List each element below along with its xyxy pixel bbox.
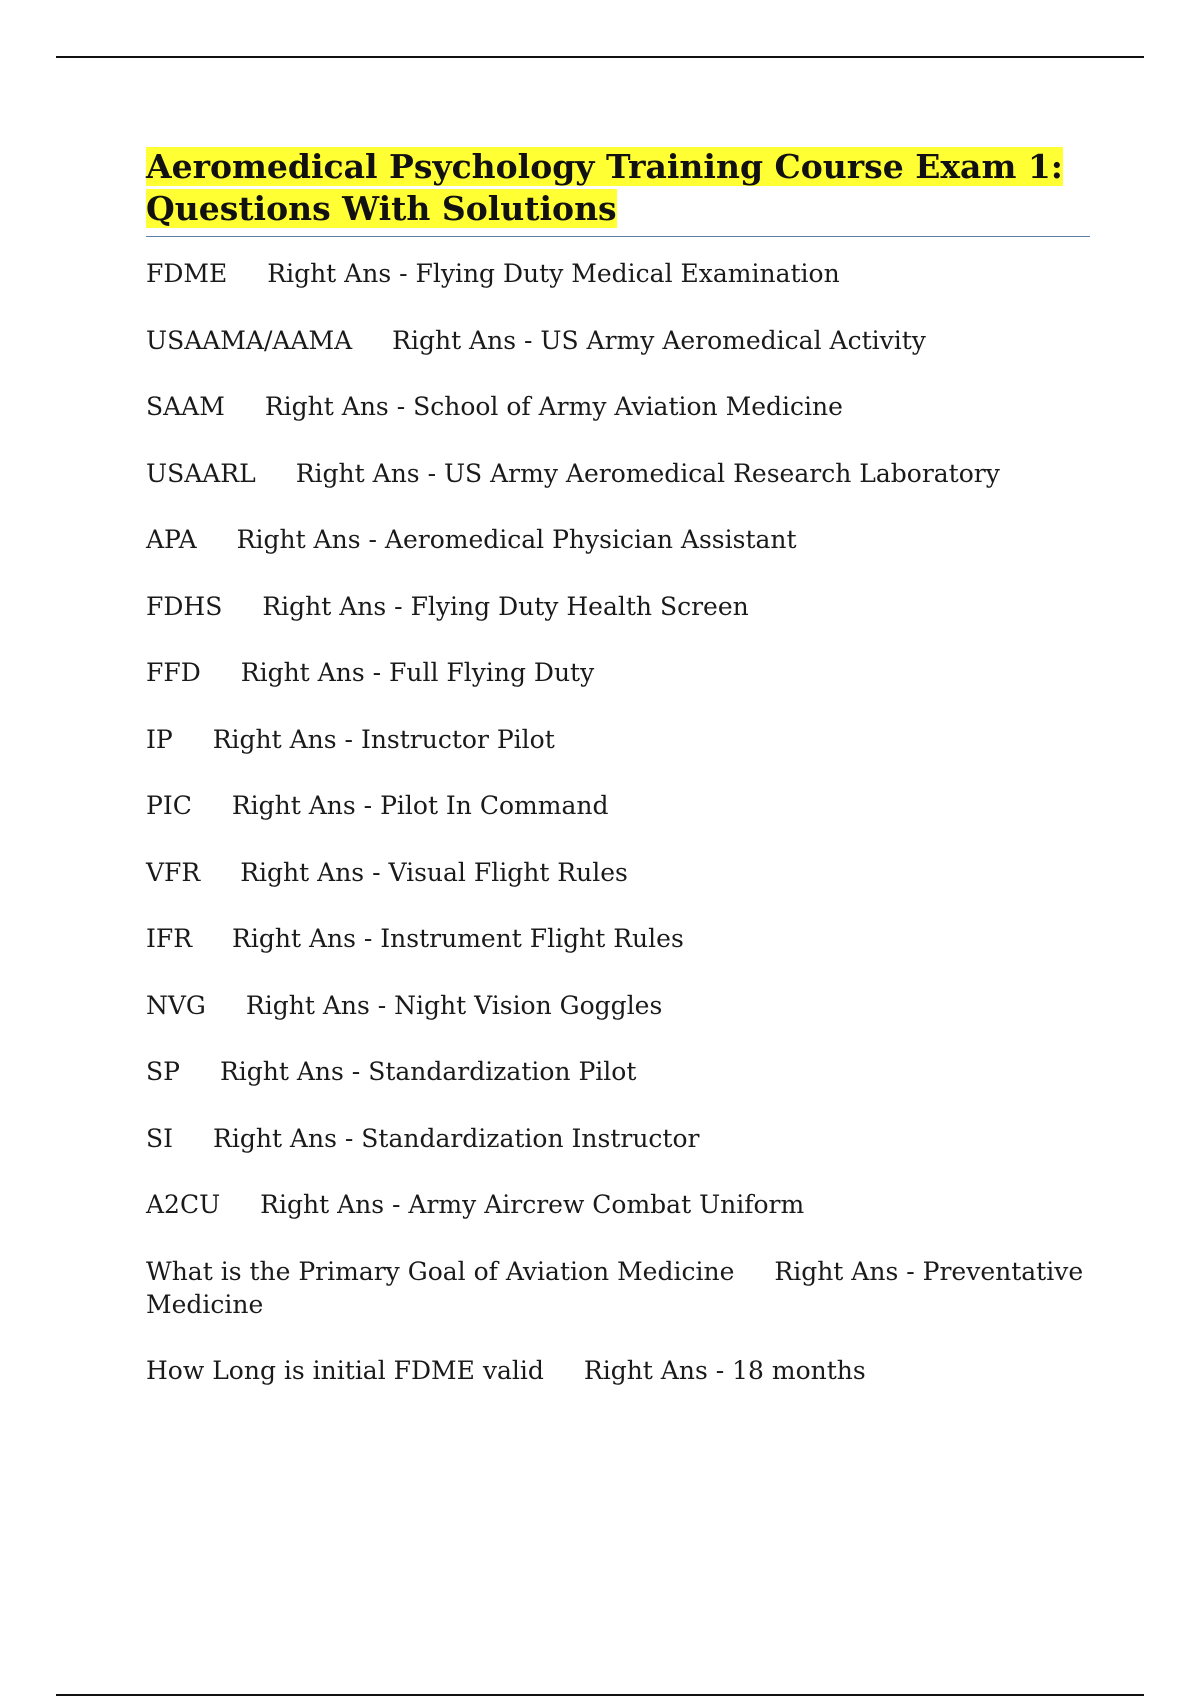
question-term: USAARL: [146, 458, 256, 488]
answer-text: Visual Flight Rules: [388, 857, 628, 887]
answer-text: 18 months: [732, 1356, 866, 1385]
answer-prefix: Right Ans -: [240, 658, 389, 687]
qa-item: [146, 523, 1090, 556]
answer-text: Standardization Instructor: [361, 1123, 700, 1153]
answer-prefix: Right Ans -: [295, 458, 444, 488]
qa-item: [146, 1055, 1090, 1088]
answer-prefix: Right Ans -: [260, 1190, 409, 1219]
question-term: SAAM: [146, 392, 225, 421]
answer-prefix: Right Ans -: [267, 259, 416, 288]
question-term: FFD: [146, 658, 201, 687]
qa-item: [146, 656, 1090, 689]
answer-text: Standardization Pilot: [368, 1057, 637, 1086]
question-term: SI: [146, 1123, 174, 1153]
qa-item: [146, 789, 1090, 822]
answer-text: US Army Aeromedical Research Laboratory: [443, 458, 1000, 488]
answer-prefix: Right Ans -: [262, 591, 411, 621]
qa-item: [146, 989, 1090, 1022]
question-term: How Long is initial FDME valid: [146, 1356, 544, 1385]
question-term: IFR: [146, 924, 193, 953]
question-term: What is the Primary Goal of Aviation Medicine: [146, 1256, 735, 1286]
qa-item: [146, 390, 1090, 423]
answer-text: Aeromedical Physician Assistant: [384, 525, 797, 554]
qa-item: [146, 723, 1090, 756]
document-body: [146, 146, 1090, 1421]
answer-prefix: Right Ans -: [392, 325, 541, 355]
question-term: FDHS: [146, 591, 223, 621]
answer-prefix: Right Ans -: [236, 525, 385, 554]
answer-text: Night Vision Goggles: [394, 990, 663, 1020]
question-term: IP: [146, 724, 173, 754]
qa-item: [146, 1354, 1090, 1387]
qa-item: [146, 1122, 1090, 1155]
question-term: FDME: [146, 259, 228, 288]
question-term: A2CU: [146, 1190, 221, 1219]
question-term: PIC: [146, 791, 192, 820]
question-term: USAAMA/AAMA: [146, 325, 353, 355]
top-page-rule: [56, 56, 1144, 58]
answer-text: Instructor Pilot: [360, 724, 555, 754]
answer-prefix: Right Ans -: [264, 392, 414, 421]
qa-item: [146, 457, 1090, 490]
answer-text: Preventative Medicine: [146, 1256, 1084, 1319]
question-term: SP: [146, 1057, 180, 1086]
answer-prefix: Right Ans -: [583, 1356, 733, 1385]
answer-prefix: Right Ans -: [245, 990, 395, 1020]
qa-list: [146, 257, 1090, 1387]
bottom-page-rule: [56, 1694, 1144, 1696]
question-term: NVG: [146, 990, 206, 1020]
answer-text: School of Army Aviation Medicine: [413, 392, 843, 421]
answer-text: Flying Duty Medical Examination: [415, 259, 840, 288]
qa-item: [146, 590, 1090, 623]
answer-text: Full Flying Duty: [389, 658, 595, 687]
answer-text: Army Aircrew Combat Uniform: [408, 1190, 805, 1219]
document-title: [146, 146, 1090, 230]
answer-prefix: Right Ans -: [219, 1057, 369, 1086]
question-term: APA: [146, 525, 197, 554]
answer-text: US Army Aeromedical Activity: [540, 325, 926, 355]
qa-item: [146, 1188, 1090, 1221]
qa-item: [146, 1255, 1090, 1321]
answer-prefix: Right Ans -: [212, 724, 361, 754]
answer-prefix: Right Ans -: [232, 924, 381, 953]
title-underline: [146, 236, 1090, 237]
qa-item: [146, 257, 1090, 290]
question-term: VFR: [146, 857, 201, 887]
title-line-1: Aeromedical Psychology Training Course Exam 1:: [146, 147, 1063, 186]
answer-text: Flying Duty Health Screen: [410, 591, 749, 621]
qa-item: [146, 856, 1090, 889]
title-line-2: Questions With Solutions: [146, 189, 617, 228]
answer-text: Pilot In Command: [380, 791, 609, 820]
qa-item: [146, 922, 1090, 955]
qa-item: [146, 324, 1090, 357]
answer-prefix: Right Ans -: [213, 1123, 362, 1153]
answer-prefix: Right Ans -: [774, 1256, 923, 1286]
answer-prefix: Right Ans -: [240, 857, 389, 887]
answer-text: Instrument Flight Rules: [380, 924, 684, 953]
answer-prefix: Right Ans -: [231, 791, 381, 820]
